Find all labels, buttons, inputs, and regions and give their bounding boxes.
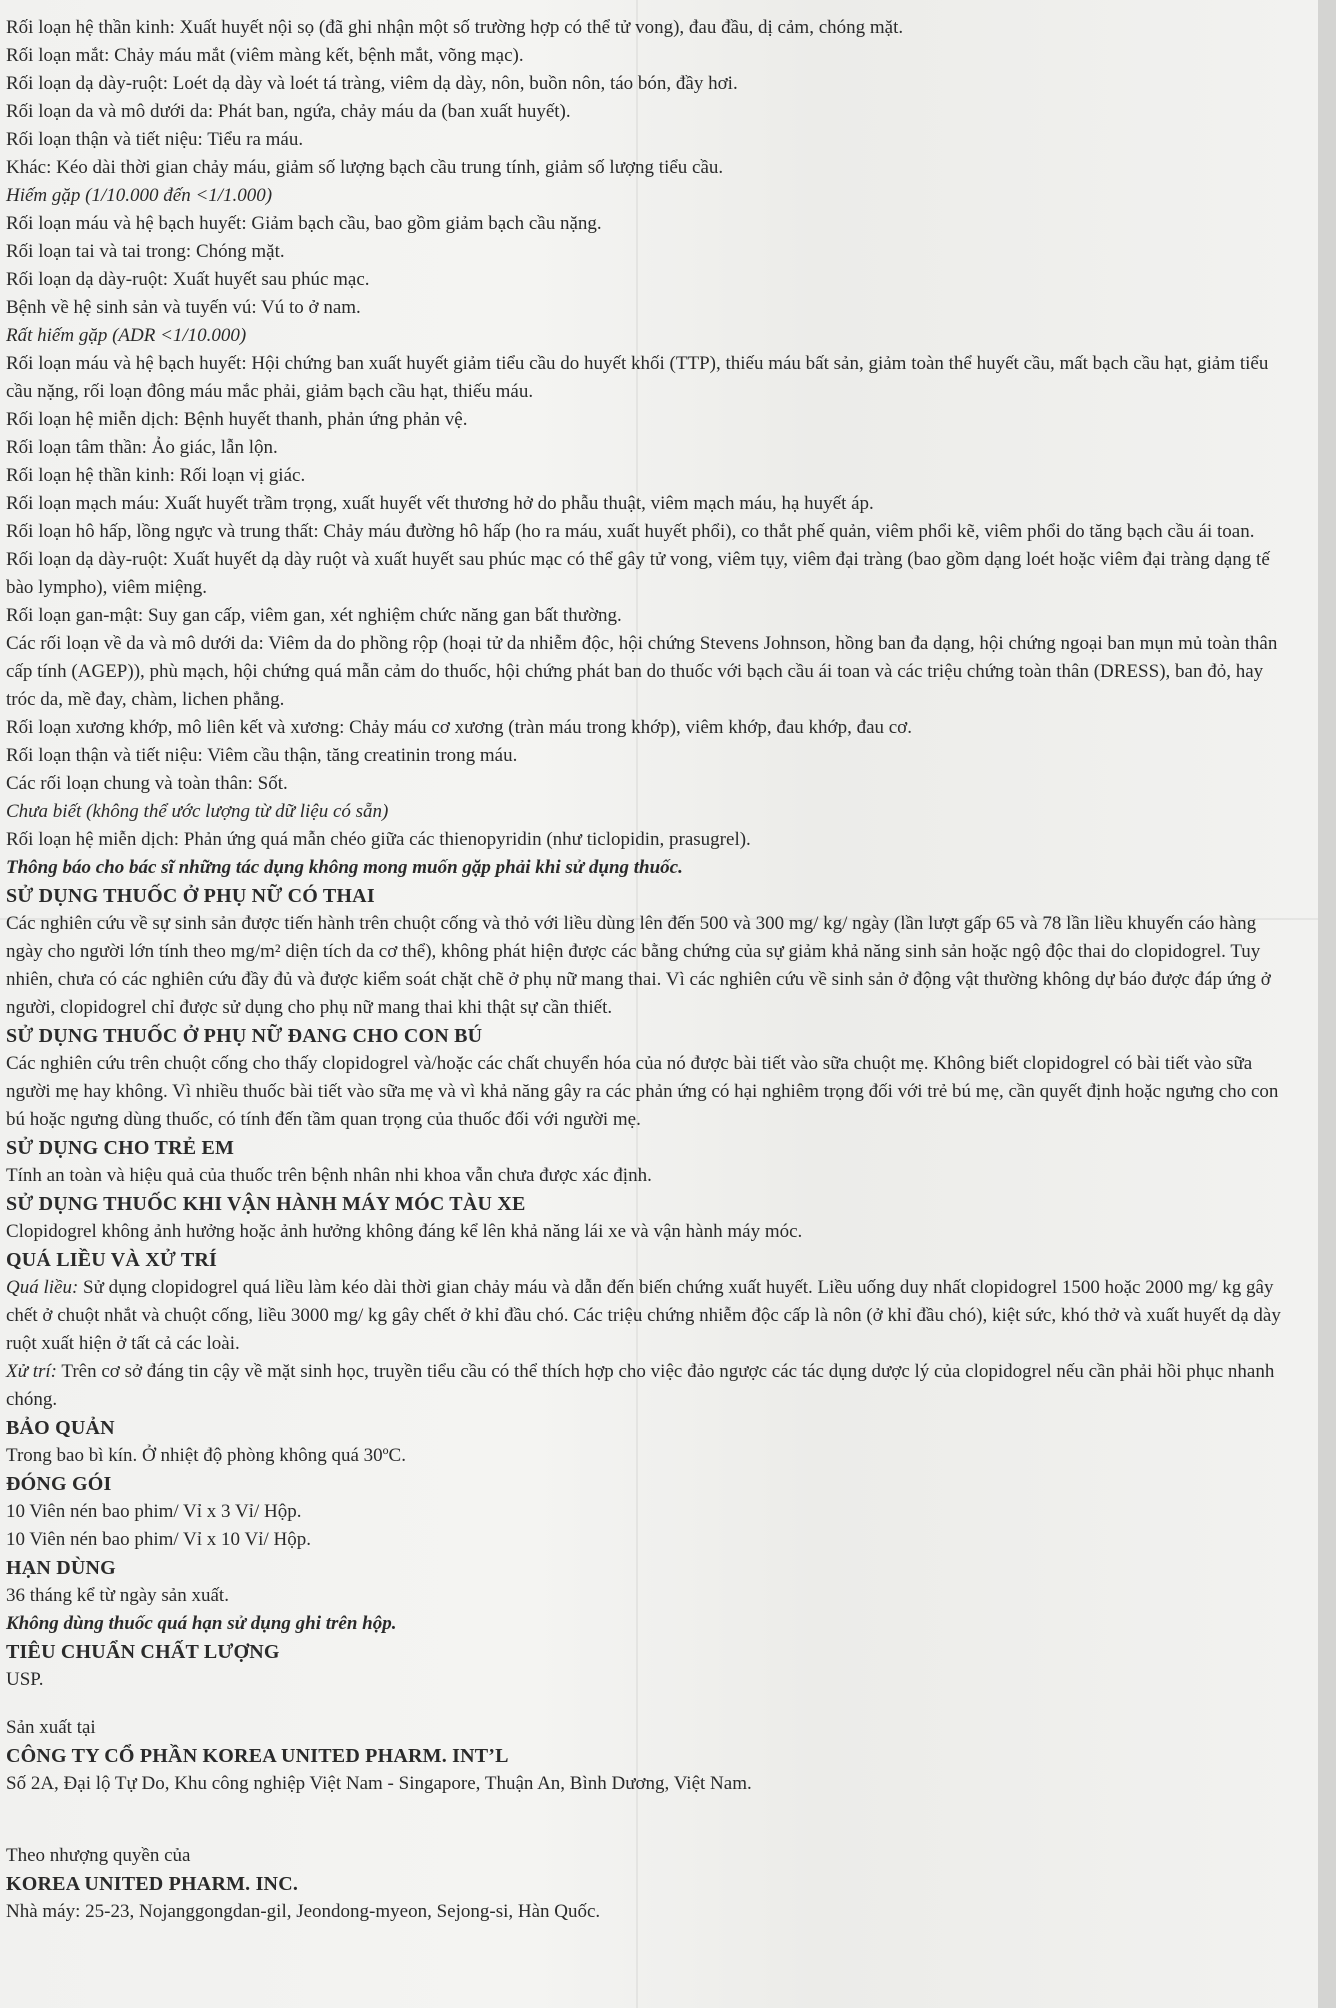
packaging-heading: ĐÓNG GÓI <box>6 1473 112 1495</box>
effect-line: Rối loạn hệ miễn dịch: Phản ứng quá mẫn chéo giữa các thienopyridin (như ticlopidin, prasugrel). <box>6 829 751 850</box>
shelf-life-heading: HẠN DÙNG <box>6 1557 116 1579</box>
effect-line: Rối loạn dạ dày-ruột: Xuất huyết sau phúc mạc. <box>6 269 370 290</box>
effect-line: Rối loạn mắt: Chảy máu mắt (viêm màng kết, bệnh mắt, võng mạc). <box>6 45 524 66</box>
effect-line: Rối loạn da và mô dưới da: Phát ban, ngứa, chảy máu da (ban xuất huyết). <box>6 101 571 122</box>
overdose-text: Sử dụng clopidogrel quá liều làm kéo dài thời gian chảy máu và dẫn đến biến chứng xuất huyết. Liều uống duy nhất clopidogrel 1500 hoặc 2000 mg/ kg gây chết ở chuột nhắt và chuột cống, liều 3000 mg/ kg gây chết ở khỉ đầu chó. Các triệu chứng nhiễm độc cấp là nôn (ở khỉ đầu chó), kiệt sức, khó thở và xuất huyết dạ dày ruột xuất hiện ở tất cả các loài. <box>6 1277 1281 1354</box>
shelf-life-text: 36 tháng kể từ ngày sản xuất. <box>6 1585 229 1606</box>
driving-text: Clopidogrel không ảnh hưởng hoặc ảnh hưởng không đáng kể lên khả năng lái xe và vận hành máy móc. <box>6 1221 803 1242</box>
effect-line: Rối loạn gan-mật: Suy gan cấp, viêm gan, xét nghiệm chức năng gan bất thường. <box>6 605 622 626</box>
treatment-label: Xử trí: <box>6 1361 57 1382</box>
effect-line: Rối loạn hô hấp, lồng ngực và trung thất: Chảy máu đường hô hấp (ho ra máu, xuất huyết phổi), co thắt phế quản, viêm phổi kẽ, viêm phổi do tăng bạch cầu ái toan. <box>6 521 1255 542</box>
quality-heading: TIÊU CHUẨN CHẤT LƯỢNG <box>6 1641 280 1663</box>
packaging-line: 10 Viên nén bao phim/ Vỉ x 3 Vỉ/ Hộp. <box>6 1501 302 1522</box>
children-text: Tính an toàn và hiệu quả của thuốc trên bệnh nhân nhi khoa vẫn chưa được xác định. <box>6 1165 652 1186</box>
children-heading: SỬ DỤNG CHO TRẺ EM <box>6 1137 235 1159</box>
effect-line: Rối loạn hệ miễn dịch: Bệnh huyết thanh, phản ứng phản vệ. <box>6 409 468 430</box>
manufacturer-label: Sản xuất tại <box>6 1717 96 1738</box>
very-rare-frequency-heading: Rất hiếm gặp (ADR <1/10.000) <box>6 325 247 346</box>
effect-line: Các rối loạn chung và toàn thân: Sốt. <box>6 773 288 794</box>
effect-line: Rối loạn dạ dày-ruột: Xuất huyết dạ dày ruột và xuất huyết sau phúc mạc có thể gây tử vong, viêm tụy, viêm đại tràng (bao gồm dạng loét hoặc viêm đại tràng dạng tế bào lympho), viêm miệng. <box>6 549 1270 598</box>
effect-line: Rối loạn máu và hệ bạch huyết: Giảm bạch cầu, bao gồm giảm bạch cầu nặng. <box>6 213 602 234</box>
effect-line: Các rối loạn về da và mô dưới da: Viêm da do phồng rộp (hoại tử da nhiễm độc, hội chứng Stevens Johnson, hồng ban đa dạng, hội chứng ngoại ban mụn mủ toàn thân cấp tính (AGEP)), phù mạch, hội chứng quá mẫn cảm do thuốc, hội chứng phát ban do thuốc với bạch cầu ái toan và các triệu chứng toàn thân (DRESS), ban đỏ, hay tróc da, mề đay, chàm, lichen phẳng. <box>6 633 1278 710</box>
pregnancy-text: Các nghiên cứu về sự sinh sản được tiến hành trên chuột cống và thỏ với liều dùng lên đến 500 và 300 mg/ kg/ ngày (lần lượt gấp 65 và 78 lần liều khuyến cáo hàng ngày cho người lớn tính theo mg/m² diện tích da cơ thể), không phát hiện được các bằng chứng của sự giảm khả năng sinh sản hoặc ngộ độc thai do clopidogrel. Tuy nhiên, chưa có các nghiên cứu đầy đủ và được kiểm soát chặt chẽ ở phụ nữ mang thai. Vì các nghiên cứu về sinh sản ở động vật thường không dự báo được đáp ứng ở người, clopidogrel chỉ được sử dụng cho phụ nữ mang thai khi thật sự cần thiết. <box>6 913 1271 1018</box>
effect-line: Rối loạn dạ dày-ruột: Loét dạ dày và loét tá tràng, viêm dạ dày, nôn, buồn nôn, táo bón, đầy hơi. <box>6 73 738 94</box>
quality-text: USP. <box>6 1669 44 1690</box>
effect-line: Rối loạn máu và hệ bạch huyết: Hội chứng ban xuất huyết giảm tiểu cầu do huyết khối (TTP), thiếu máu bất sản, giảm toàn thể huyết cầu, mất bạch cầu hạt, giảm tiểu cầu nặng, rối loạn đông máu mắc phải, giảm bạch cầu hạt, thiếu máu. <box>6 353 1269 402</box>
effect-line: Rối loạn xương khớp, mô liên kết và xương: Chảy máu cơ xương (tràn máu trong khớp), viêm khớp, đau khớp, đau cơ. <box>6 717 912 738</box>
treatment-paragraph <box>6 1358 1296 1414</box>
treatment-text: Trên cơ sở đáng tin cậy về mặt sinh học, truyền tiểu cầu có thể thích hợp cho việc đảo ngược các tác dụng dược lý của clopidogrel nếu cần phải hồi phục nhanh chóng. <box>6 1361 1275 1410</box>
adverse-effects-common <box>6 14 1296 182</box>
overdose-paragraph <box>6 1274 1296 1358</box>
storage-text: Trong bao bì kín. Ở nhiệt độ phòng không quá 30ºC. <box>6 1445 406 1466</box>
effect-line: Rối loạn tai và tai trong: Chóng mặt. <box>6 241 285 262</box>
effect-line: Rối loạn hệ thần kinh: Xuất huyết nội sọ (đã ghi nhận một số trường hợp có thể tử vong), đau đầu, dị cảm, chóng mặt. <box>6 17 904 38</box>
licensor-name: KOREA UNITED PHARM. INC. <box>6 1873 299 1895</box>
effect-line: Bệnh về hệ sinh sản và tuyến vú: Vú to ở nam. <box>6 297 361 318</box>
overdose-heading: QUÁ LIỀU VÀ XỬ TRÍ <box>6 1249 218 1271</box>
effect-line: Khác: Kéo dài thời gian chảy máu, giảm số lượng bạch cầu trung tính, giảm số lượng tiểu cầu. <box>6 157 724 178</box>
notify-doctor-note: Thông báo cho bác sĩ những tác dụng không mong muốn gặp phải khi sử dụng thuốc. <box>6 857 683 878</box>
storage-heading: BẢO QUẢN <box>6 1417 115 1439</box>
lactation-heading: SỬ DỤNG THUỐC Ở PHỤ NỮ ĐANG CHO CON BÚ <box>6 1025 483 1047</box>
page-edge <box>1318 0 1336 2008</box>
manufacturer-address: Số 2A, Đại lộ Tự Do, Khu công nghiệp Việt Nam - Singapore, Thuận An, Bình Dương, Việt Nam. <box>6 1773 752 1794</box>
driving-heading: SỬ DỤNG THUỐC KHI VẬN HÀNH MÁY MÓC TÀU XE <box>6 1193 526 1215</box>
leaflet-content <box>6 14 1296 1926</box>
lactation-text: Các nghiên cứu trên chuột cống cho thấy clopidogrel và/hoặc các chất chuyển hóa của nó được bài tiết vào sữa chuột mẹ. Không biết clopidogrel có bài tiết vào sữa người mẹ hay không. Vì nhiều thuốc bài tiết vào sữa mẹ và vì khả năng gây ra các phản ứng có hại nghiêm trọng đối với trẻ bú mẹ, cần quyết định hoặc ngưng cho con bú hoặc ngưng dùng thuốc, có tính đến tầm quan trọng của thuốc đối với người mẹ. <box>6 1053 1279 1130</box>
effect-line: Rối loạn hệ thần kinh: Rối loạn vị giác. <box>6 465 306 486</box>
licensor-label: Theo nhượng quyền của <box>6 1845 191 1866</box>
licensor-address: Nhà máy: 25-23, Nojanggongdan-gil, Jeondong-myeon, Sejong-si, Hàn Quốc. <box>6 1901 601 1922</box>
overdose-label: Quá liều: <box>6 1277 79 1298</box>
shelf-life-warning: Không dùng thuốc quá hạn sử dụng ghi trên hộp. <box>6 1613 397 1634</box>
pregnancy-heading: SỬ DỤNG THUỐC Ở PHỤ NỮ CÓ THAI <box>6 885 375 907</box>
effect-line: Rối loạn mạch máu: Xuất huyết trầm trọng, xuất huyết vết thương hở do phẫu thuật, viêm mạch máu, hạ huyết áp. <box>6 493 874 514</box>
effect-line: Rối loạn thận và tiết niệu: Viêm cầu thận, tăng creatinin trong máu. <box>6 745 518 766</box>
adverse-effects-very-rare <box>6 350 1296 798</box>
effect-line: Rối loạn tâm thần: Ảo giác, lẫn lộn. <box>6 437 278 458</box>
rare-frequency-heading: Hiếm gặp (1/10.000 đến <1/1.000) <box>6 185 273 206</box>
manufacturer-name: CÔNG TY CỔ PHẦN KOREA UNITED PHARM. INT’L <box>6 1745 509 1767</box>
packaging-line: 10 Viên nén bao phim/ Vỉ x 10 Vỉ/ Hộp. <box>6 1529 311 1550</box>
unknown-frequency-heading: Chưa biết (không thể ước lượng từ dữ liệu có sẵn) <box>6 801 389 822</box>
adverse-effects-rare <box>6 210 1296 322</box>
effect-line: Rối loạn thận và tiết niệu: Tiểu ra máu. <box>6 129 304 150</box>
